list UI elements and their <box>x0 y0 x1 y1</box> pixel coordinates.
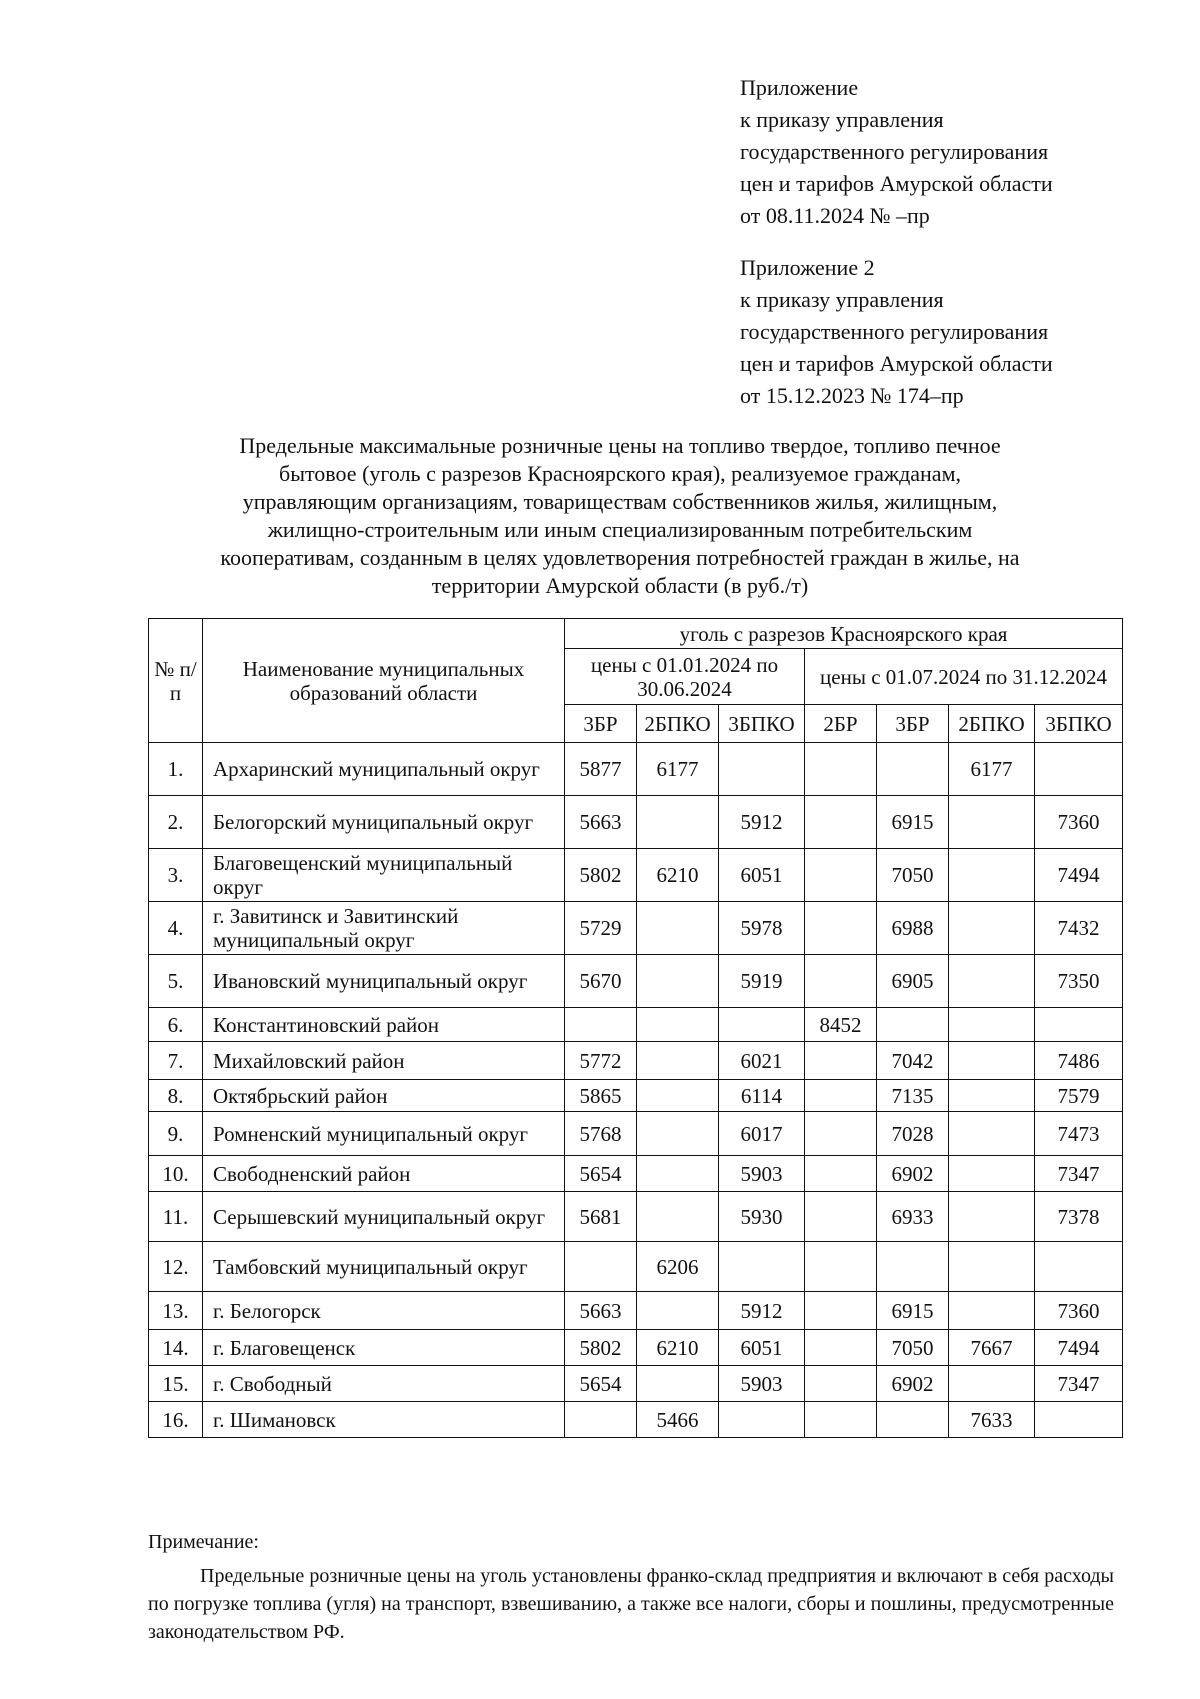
price-cell: 5681 <box>565 1192 637 1242</box>
price-cell: 5912 <box>719 796 805 849</box>
title-line: Предельные максимальные розничные цены на топливо твердое, топливо печное <box>239 433 1001 458</box>
price-cell: 7432 <box>1035 902 1123 955</box>
table-header <box>149 619 1123 743</box>
table-row <box>149 1042 1123 1080</box>
price-cell: 6177 <box>637 743 719 796</box>
price-cell: 6177 <box>949 743 1035 796</box>
price-cell: 7042 <box>877 1042 949 1080</box>
price-cell: 7347 <box>1035 1156 1123 1192</box>
price-cell <box>949 955 1035 1008</box>
table-body <box>149 743 1123 1438</box>
price-cell <box>877 1402 949 1438</box>
price-cell: 6902 <box>877 1366 949 1402</box>
table-row <box>149 1366 1123 1402</box>
price-cell: 5772 <box>565 1042 637 1080</box>
table-row <box>149 1192 1123 1242</box>
table-row <box>149 849 1123 902</box>
header-sub: 3БР <box>877 705 949 743</box>
price-cell: 5903 <box>719 1156 805 1192</box>
price-cell: 5466 <box>637 1402 719 1438</box>
appendix-line: государственного регулирования <box>740 139 1049 164</box>
header-num: № п/п <box>149 619 203 743</box>
price-cell: 7028 <box>877 1112 949 1156</box>
price-cell <box>637 902 719 955</box>
price-cell: 6210 <box>637 849 719 902</box>
price-cell <box>637 1042 719 1080</box>
note-text: Предельные розничные цены на уголь установлены франко-склад предприятия и включают в себя расходы по погрузке топлива (угля) на транспорт, взвешиванию, а также все налоги, сборы и пошлины, предусмотренные законодательством РФ. <box>148 1565 1114 1643</box>
header-sub: 2БПКО <box>949 705 1035 743</box>
row-number: 5. <box>149 955 203 1008</box>
row-number: 9. <box>149 1112 203 1156</box>
municipality-name: г. Благовещенск <box>203 1330 565 1366</box>
price-cell: 6902 <box>877 1156 949 1192</box>
price-cell: 7633 <box>949 1402 1035 1438</box>
price-cell <box>637 955 719 1008</box>
price-cell <box>949 849 1035 902</box>
municipality-name: Ромненский муниципальный округ <box>203 1112 565 1156</box>
appendix-line: от 08.11.2024 № –пр <box>740 203 930 228</box>
table-row <box>149 743 1123 796</box>
municipality-name: Ивановский муниципальный округ <box>203 955 565 1008</box>
price-cell <box>949 1242 1035 1292</box>
price-cell <box>877 743 949 796</box>
price-cell <box>637 1080 719 1112</box>
price-cell: 6915 <box>877 796 949 849</box>
price-cell <box>805 1402 877 1438</box>
price-table <box>148 618 1123 1438</box>
price-cell <box>637 1192 719 1242</box>
table-row <box>149 1292 1123 1330</box>
price-cell <box>949 796 1035 849</box>
price-cell <box>719 1242 805 1292</box>
price-cell <box>805 902 877 955</box>
price-cell: 5877 <box>565 743 637 796</box>
price-cell: 6051 <box>719 849 805 902</box>
appendix-line: цен и тарифов Амурской области <box>740 351 1053 376</box>
price-cell <box>949 1156 1035 1192</box>
municipality-name: Архаринский муниципальный округ <box>203 743 565 796</box>
price-cell: 7378 <box>1035 1192 1123 1242</box>
appendix-line: к приказу управления <box>740 107 944 132</box>
price-cell <box>637 1112 719 1156</box>
municipality-name: Тамбовский муниципальный округ <box>203 1242 565 1292</box>
price-cell: 7347 <box>1035 1366 1123 1402</box>
row-number: 14. <box>149 1330 203 1366</box>
price-cell <box>949 1292 1035 1330</box>
appendix-line: Приложение 2 <box>740 255 875 280</box>
table-row <box>149 1156 1123 1192</box>
price-cell: 5978 <box>719 902 805 955</box>
price-cell: 7135 <box>877 1080 949 1112</box>
title-line: управляющим организациям, товариществам собственников жилья, жилищным, <box>242 489 998 514</box>
appendix-2-block <box>740 252 1180 412</box>
price-cell: 7486 <box>1035 1042 1123 1080</box>
price-cell <box>1035 1402 1123 1438</box>
price-cell <box>719 743 805 796</box>
price-cell <box>805 1192 877 1242</box>
price-cell <box>805 1242 877 1292</box>
price-cell: 6210 <box>637 1330 719 1366</box>
municipality-name: Октябрьский район <box>203 1080 565 1112</box>
municipality-name: г. Завитинск и Завитинский муниципальный округ <box>203 902 565 955</box>
document-title <box>140 432 1100 600</box>
price-cell <box>1035 1242 1123 1292</box>
table-row <box>149 1080 1123 1112</box>
price-cell: 6114 <box>719 1080 805 1112</box>
appendix-line: государственного регулирования <box>740 319 1049 344</box>
title-line: кооперативам, созданным в целях удовлетворения потребностей граждан в жилье, на <box>220 545 1020 570</box>
price-cell: 7494 <box>1035 849 1123 902</box>
appendix-line: от 15.12.2023 № 174–пр <box>740 383 964 408</box>
price-cell <box>565 1008 637 1042</box>
price-cell <box>805 1366 877 1402</box>
table-row <box>149 1242 1123 1292</box>
title-line: жилищно-строительным или иным специализированным потребительским <box>267 517 973 542</box>
price-cell <box>637 1156 719 1192</box>
note-label: Примечание: <box>148 1531 259 1553</box>
header-sub: 2БР <box>805 705 877 743</box>
header-sub: 3БР <box>565 705 637 743</box>
price-cell: 7360 <box>1035 796 1123 849</box>
price-cell <box>949 1042 1035 1080</box>
price-cell: 7050 <box>877 1330 949 1366</box>
price-cell <box>949 1112 1035 1156</box>
price-cell: 5768 <box>565 1112 637 1156</box>
price-cell <box>949 1366 1035 1402</box>
row-number: 10. <box>149 1156 203 1192</box>
price-cell <box>877 1008 949 1042</box>
price-cell: 5729 <box>565 902 637 955</box>
row-number: 11. <box>149 1192 203 1242</box>
table-row <box>149 796 1123 849</box>
price-cell: 7473 <box>1035 1112 1123 1156</box>
price-cell <box>949 902 1035 955</box>
title-line: бытовое (уголь с разрезов Красноярского края), реализуемое гражданам, <box>279 461 961 486</box>
price-cell: 5663 <box>565 1292 637 1330</box>
price-cell <box>877 1242 949 1292</box>
price-cell <box>805 849 877 902</box>
table-row <box>149 955 1123 1008</box>
price-cell <box>637 1008 719 1042</box>
price-cell <box>805 1156 877 1192</box>
price-cell <box>565 1402 637 1438</box>
price-cell <box>805 1112 877 1156</box>
row-number: 12. <box>149 1242 203 1292</box>
header-period-2: цены с 01.07.2024 по 31.12.2024 <box>805 649 1123 705</box>
header-name: Наименование муниципальных образований области <box>203 619 565 743</box>
row-number: 7. <box>149 1042 203 1080</box>
price-cell: 6021 <box>719 1042 805 1080</box>
municipality-name: г. Белогорск <box>203 1292 565 1330</box>
price-cell <box>805 1292 877 1330</box>
price-cell <box>719 1402 805 1438</box>
table-row <box>149 1402 1123 1438</box>
row-number: 13. <box>149 1292 203 1330</box>
header-sub: 2БПКО <box>637 705 719 743</box>
price-cell: 6051 <box>719 1330 805 1366</box>
row-number: 3. <box>149 849 203 902</box>
price-cell: 5930 <box>719 1192 805 1242</box>
price-cell <box>805 955 877 1008</box>
price-cell <box>949 1008 1035 1042</box>
municipality-name: Свободненский район <box>203 1156 565 1192</box>
row-number: 16. <box>149 1402 203 1438</box>
appendix-line: Приложение <box>740 75 859 100</box>
municipality-name: Михайловский район <box>203 1042 565 1080</box>
price-cell <box>949 1192 1035 1242</box>
table-row <box>149 1112 1123 1156</box>
price-cell: 7050 <box>877 849 949 902</box>
title-line: территории Амурской области (в руб./т) <box>431 573 809 598</box>
price-cell <box>805 1330 877 1366</box>
price-cell <box>637 1366 719 1402</box>
price-cell <box>805 1080 877 1112</box>
municipality-name: Белогорский муниципальный округ <box>203 796 565 849</box>
price-cell: 6905 <box>877 955 949 1008</box>
appendix-line: к приказу управления <box>740 287 944 312</box>
table-row <box>149 1008 1123 1042</box>
header-sub: 3БПКО <box>719 705 805 743</box>
price-cell <box>637 1292 719 1330</box>
row-number: 15. <box>149 1366 203 1402</box>
price-cell: 7667 <box>949 1330 1035 1366</box>
price-cell: 7494 <box>1035 1330 1123 1366</box>
price-cell: 7579 <box>1035 1080 1123 1112</box>
price-cell <box>565 1242 637 1292</box>
municipality-name: Серышевский муниципальный округ <box>203 1192 565 1242</box>
table-row <box>149 1330 1123 1366</box>
row-number: 8. <box>149 1080 203 1112</box>
row-number: 4. <box>149 902 203 955</box>
row-number: 1. <box>149 743 203 796</box>
row-number: 2. <box>149 796 203 849</box>
municipality-name: г. Шимановск <box>203 1402 565 1438</box>
municipality-name: Благовещенский муниципальный округ <box>203 849 565 902</box>
price-cell: 5802 <box>565 1330 637 1366</box>
price-cell: 6988 <box>877 902 949 955</box>
price-cell <box>805 1042 877 1080</box>
municipality-name: Константиновский район <box>203 1008 565 1042</box>
price-cell: 5654 <box>565 1156 637 1192</box>
price-cell: 7350 <box>1035 955 1123 1008</box>
price-cell <box>949 1080 1035 1112</box>
municipality-name: г. Свободный <box>203 1366 565 1402</box>
price-cell <box>805 743 877 796</box>
price-cell: 5802 <box>565 849 637 902</box>
appendix-line: цен и тарифов Амурской области <box>740 171 1053 196</box>
appendix-1-block <box>740 72 1180 232</box>
price-cell: 5919 <box>719 955 805 1008</box>
table-row <box>149 902 1123 955</box>
price-cell: 7360 <box>1035 1292 1123 1330</box>
price-cell: 5670 <box>565 955 637 1008</box>
price-cell: 8452 <box>805 1008 877 1042</box>
price-cell <box>637 796 719 849</box>
price-cell: 5654 <box>565 1366 637 1402</box>
header-sub: 3БПКО <box>1035 705 1123 743</box>
price-cell: 6206 <box>637 1242 719 1292</box>
price-cell <box>719 1008 805 1042</box>
price-cell: 6017 <box>719 1112 805 1156</box>
price-cell: 6915 <box>877 1292 949 1330</box>
price-cell <box>1035 743 1123 796</box>
price-cell: 6933 <box>877 1192 949 1242</box>
price-cell <box>1035 1008 1123 1042</box>
header-period-1: цены с 01.01.2024 по 30.06.2024 <box>565 649 805 705</box>
header-group: уголь с разрезов Красноярского края <box>565 619 1123 649</box>
price-cell: 5865 <box>565 1080 637 1112</box>
price-cell: 5903 <box>719 1366 805 1402</box>
row-number: 6. <box>149 1008 203 1042</box>
price-cell: 5663 <box>565 796 637 849</box>
price-cell: 5912 <box>719 1292 805 1330</box>
price-cell <box>805 796 877 849</box>
